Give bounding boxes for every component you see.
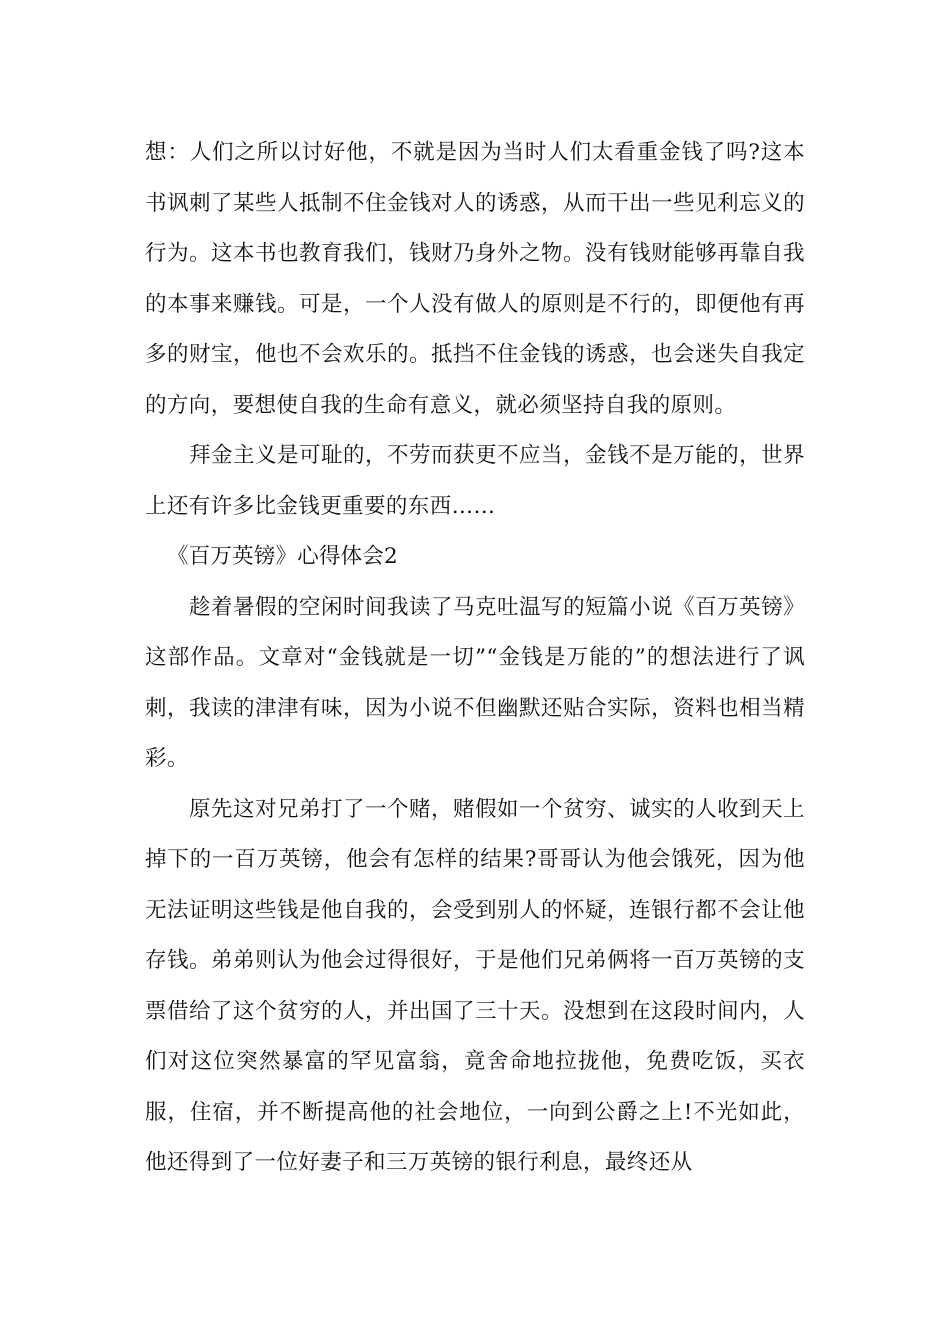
paragraph-intro: 趁着暑假的空闲时间我读了马克吐温写的短篇小说《百万英镑》这部作品。文章对“金钱就是一切”“金钱是万能的”的想法进行了讽刺，我读的津津有味，因为小说不但幽默还贴合实际，资料也相当精彩。 xyxy=(145,594,805,771)
paragraph-money-worship: 拜金主义是可耻的，不劳而获更不应当，金钱不是万能的，世界上还有许多比金钱更重要的东西…… xyxy=(145,443,805,519)
section-heading: 《百万英镑》心得体会2 xyxy=(167,544,398,569)
paragraph-story: 原先这对兄弟打了一个赌，赌假如一个贫穷、诚实的人收到天上掉下的一百万英镑，他会有怎样的结果?哥哥认为他会饿死，因为他无法证明这些钱是他自我的，会受到别人的怀疑，连银行都不会让他存钱。弟弟则认为他会过得很好，于是他们兄弟俩将一百万英镑的支票借给了这个贫穷的人，并出国了三十天。没想到在这段时间内，人们对这位突然暴富的罕见富翁，竟舍命地拉拢他，免费吃饭，买衣服，住宿，并不断提高他的社会地位，一向到公爵之上!不光如此，他还得到了一位好妻子和三万英镑的银行利息，最终还从 xyxy=(145,796,805,1175)
document-page xyxy=(145,128,805,1189)
paragraph-continued: 想：人们之所以讨好他，不就是因为当时人们太看重金钱了吗?这本书讽刺了某些人抵制不住金钱对人的诱惑，从而干出一些见利忘义的行为。这本书也教育我们，钱财乃身外之物。没有钱财能够再靠自我的本事来赚钱。可是，一个人没有做人的原则是不行的，即便他有再多的财宝，他也不会欢乐的。抵挡不住金钱的诱惑，也会迷失自我定的方向，要想使自我的生命有意义，就必须坚持自我的原则。 xyxy=(145,140,805,418)
